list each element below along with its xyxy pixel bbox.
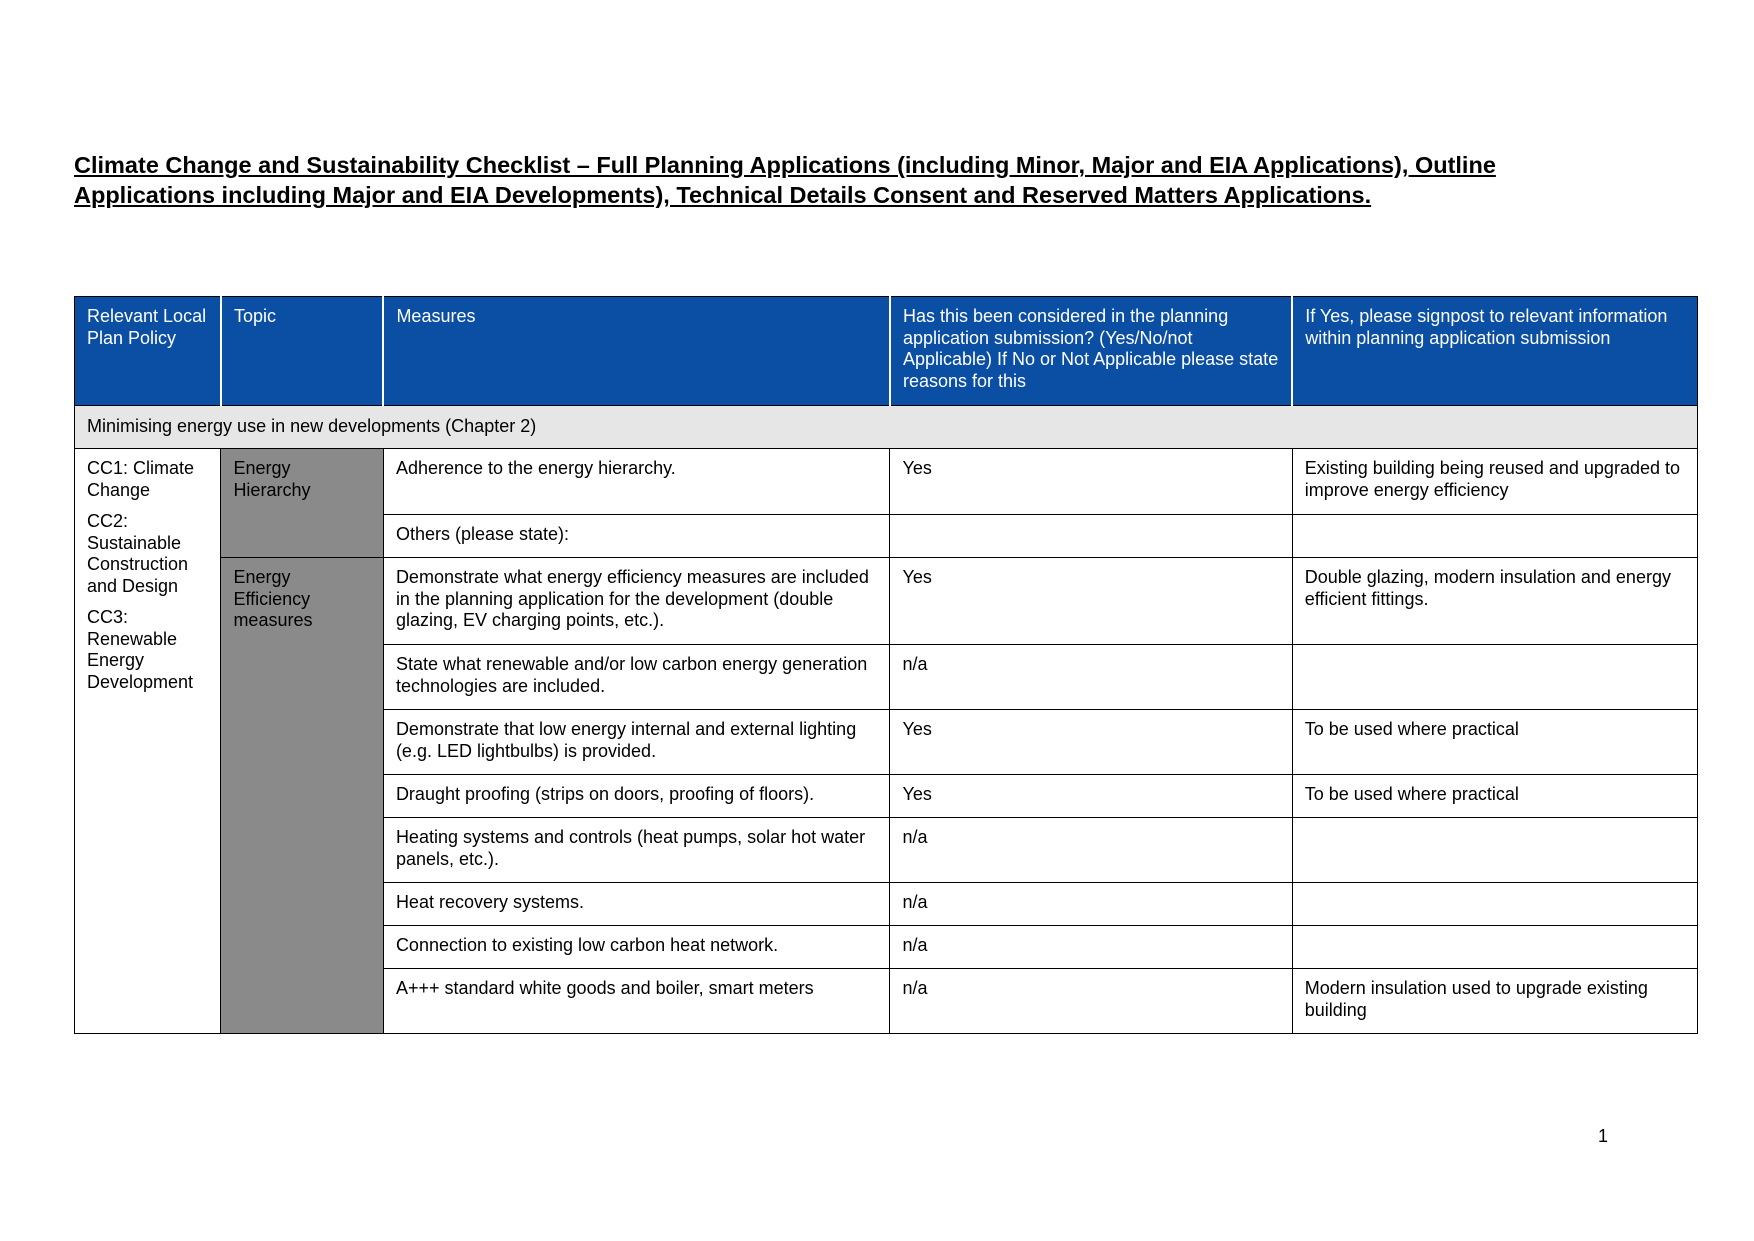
section-row	[75, 406, 1698, 449]
considered-cell: n/a	[890, 645, 1292, 710]
signpost-cell: Double glazing, modern insulation and energy efficient fittings.	[1292, 558, 1697, 645]
signpost-cell: To be used where practical	[1292, 710, 1697, 775]
measure-cell: Draught proofing (strips on doors, proofing of floors).	[383, 775, 890, 818]
signpost-cell	[1292, 926, 1697, 969]
policy-cc1: CC1: Climate Change	[87, 458, 195, 500]
measure-cell: Adherence to the energy hierarchy.	[383, 449, 890, 515]
signpost-cell	[1292, 515, 1697, 558]
header-measures: Measures	[383, 297, 890, 406]
header-policy: Relevant Local Plan Policy	[75, 297, 221, 406]
measure-cell: State what renewable and/or low carbon energy generation technologies are included.	[383, 645, 890, 710]
signpost-cell	[1292, 818, 1697, 883]
table-row	[75, 558, 1698, 645]
signpost-cell: Modern insulation used to upgrade existing building	[1292, 969, 1697, 1034]
measure-cell: Others (please state):	[383, 515, 890, 558]
considered-cell: n/a	[890, 969, 1292, 1034]
measure-cell: Heating systems and controls (heat pumps, solar hot water panels, etc.).	[383, 818, 890, 883]
considered-cell: n/a	[890, 818, 1292, 883]
measure-cell: Demonstrate what energy efficiency measures are included in the planning application for the development (double glazing, EV charging points, etc.).	[383, 558, 890, 645]
signpost-cell: Existing building being reused and upgraded to improve energy efficiency	[1292, 449, 1697, 515]
header-topic: Topic	[221, 297, 384, 406]
measure-cell: Heat recovery systems.	[383, 883, 890, 926]
considered-cell: Yes	[890, 710, 1292, 775]
page-number: 1	[1598, 1126, 1609, 1146]
document-title: Climate Change and Sustainability Checklist – Full Planning Applications (including Minor, Major and EIA Applications), Outline Applications including Major and EIA Developments), Technical Details Consent and Reserved Matters Applications.	[74, 152, 1496, 208]
signpost-cell: To be used where practical	[1292, 775, 1697, 818]
measure-cell: Connection to existing low carbon heat network.	[383, 926, 890, 969]
measure-cell: A+++ standard white goods and boiler, smart meters	[383, 969, 890, 1034]
considered-cell: Yes	[890, 558, 1292, 645]
section-heading: Minimising energy use in new developments (Chapter 2)	[75, 406, 1698, 449]
measure-cell: Demonstrate that low energy internal and external lighting (e.g. LED lightbulbs) is provided.	[383, 710, 890, 775]
table-row	[75, 449, 1698, 515]
considered-cell: Yes	[890, 449, 1292, 515]
policy-cc3: CC3: Renewable Energy Development	[87, 607, 194, 692]
checklist-table	[74, 296, 1698, 1034]
considered-cell: n/a	[890, 926, 1292, 969]
considered-cell: Yes	[890, 775, 1292, 818]
policy-cell	[75, 449, 221, 1034]
considered-cell: n/a	[890, 883, 1292, 926]
policy-cc2: CC2: Sustainable Construction and Design	[87, 511, 189, 596]
table-header-row	[75, 297, 1698, 406]
signpost-cell	[1292, 883, 1697, 926]
header-signpost: If Yes, please signpost to relevant information within planning application submission	[1292, 297, 1697, 406]
signpost-cell	[1292, 645, 1697, 710]
topic-energy-hierarchy: Energy Hierarchy	[221, 449, 384, 558]
header-considered: Has this been considered in the planning application submission? (Yes/No/not Applicable) If No or Not Applicable please state reasons for this	[890, 297, 1292, 406]
topic-energy-efficiency: Energy Efficiency measures	[221, 558, 384, 1034]
considered-cell	[890, 515, 1292, 558]
